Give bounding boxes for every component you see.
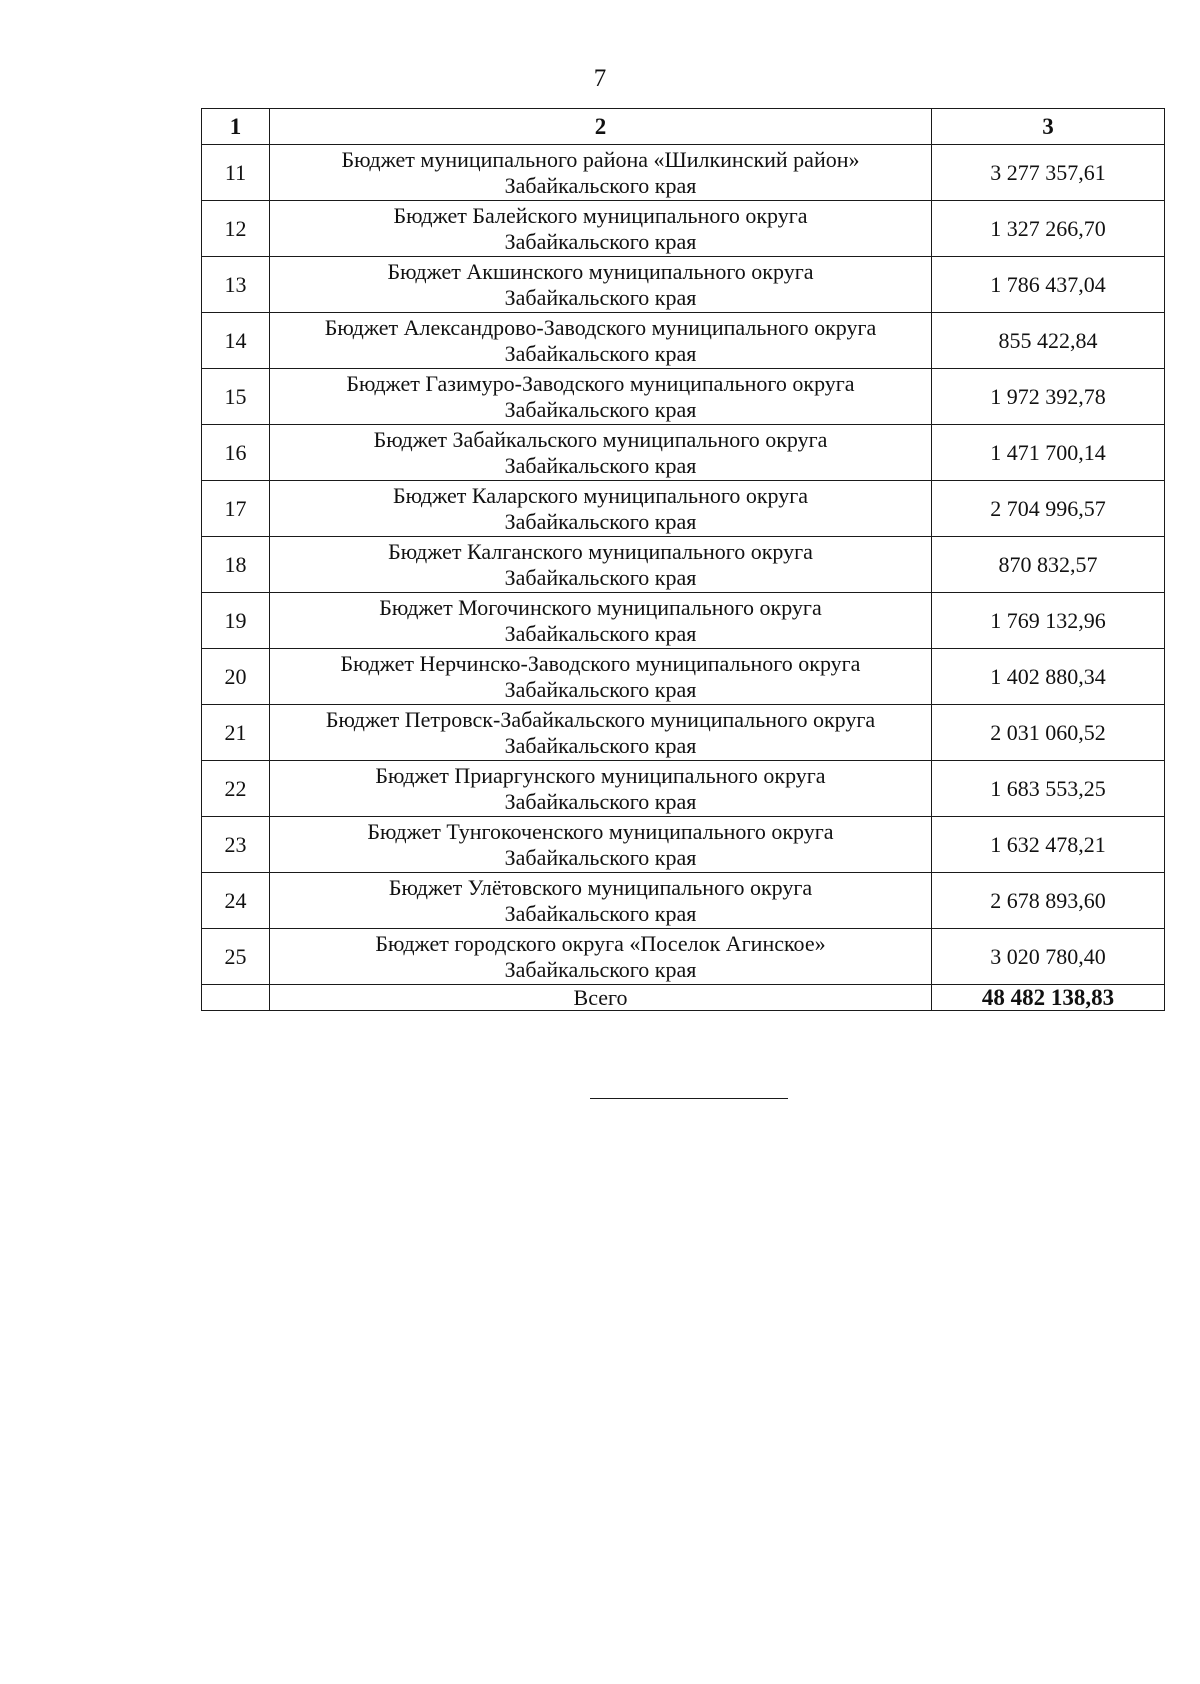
budget-name-line-1: Бюджет Газимуро-Заводского муниципального округа xyxy=(346,370,855,396)
budget-name xyxy=(270,145,932,201)
table-row xyxy=(202,369,1165,425)
budget-name xyxy=(270,201,932,257)
table-row xyxy=(202,257,1165,313)
header-col-2: 2 xyxy=(270,109,932,145)
budget-name xyxy=(270,817,932,873)
header-col-1: 1 xyxy=(202,109,270,145)
budget-name xyxy=(270,873,932,929)
row-number: 17 xyxy=(202,481,270,537)
total-empty-cell xyxy=(202,985,270,1011)
budget-amount: 1 972 392,78 xyxy=(932,369,1165,425)
row-number: 16 xyxy=(202,425,270,481)
table-row xyxy=(202,537,1165,593)
table-row xyxy=(202,873,1165,929)
row-number: 21 xyxy=(202,705,270,761)
budget-amount: 1 327 266,70 xyxy=(932,201,1165,257)
row-number: 13 xyxy=(202,257,270,313)
table-row xyxy=(202,705,1165,761)
budget-name-line-2: Забайкальского края xyxy=(504,172,697,198)
budget-amount: 3 277 357,61 xyxy=(932,145,1165,201)
budget-name-line-2: Забайкальского края xyxy=(504,564,697,590)
budget-name-line-1: Бюджет Александрово-Заводского муниципального округа xyxy=(324,314,877,340)
budget-name-line-1: Бюджет Балейского муниципального округа xyxy=(393,202,808,228)
budget-amount: 1 632 478,21 xyxy=(932,817,1165,873)
row-number: 22 xyxy=(202,761,270,817)
budget-name-line-1: Бюджет Петровск-Забайкальского муниципального округа xyxy=(325,706,876,732)
budget-name-line-2: Забайкальского края xyxy=(504,228,697,254)
budget-name-line-1: Бюджет Приаргунского муниципального округа xyxy=(375,762,826,788)
budget-amount: 1 769 132,96 xyxy=(932,593,1165,649)
budget-name-line-2: Забайкальского края xyxy=(504,396,697,422)
budget-name-line-2: Забайкальского края xyxy=(504,508,697,534)
budget-name-line-1: Бюджет Улётовского муниципального округа xyxy=(388,874,813,900)
budget-name-line-1: Бюджет Акшинского муниципального округа xyxy=(387,258,814,284)
page-number: 7 xyxy=(593,65,607,92)
table-row xyxy=(202,481,1165,537)
total-row xyxy=(202,985,1165,1011)
budget-name xyxy=(270,761,932,817)
budget-name-line-2: Забайкальского края xyxy=(504,620,697,646)
budget-name-line-2: Забайкальского края xyxy=(504,284,697,310)
budget-amount: 1 683 553,25 xyxy=(932,761,1165,817)
row-number: 20 xyxy=(202,649,270,705)
budget-amount: 870 832,57 xyxy=(932,537,1165,593)
row-number: 14 xyxy=(202,313,270,369)
table-row xyxy=(202,761,1165,817)
budget-name-line-1: Бюджет муниципального района «Шилкинский район» xyxy=(341,146,860,172)
table-header-row xyxy=(202,109,1165,145)
table-row xyxy=(202,201,1165,257)
table-row xyxy=(202,313,1165,369)
row-number: 24 xyxy=(202,873,270,929)
budget-name-line-1: Бюджет Забайкальского муниципального округа xyxy=(373,426,828,452)
row-number: 19 xyxy=(202,593,270,649)
table-row xyxy=(202,145,1165,201)
budget-distribution-table xyxy=(201,108,1165,1011)
budget-name-line-2: Забайкальского края xyxy=(504,340,697,366)
budget-amount: 1 402 880,34 xyxy=(932,649,1165,705)
row-number: 25 xyxy=(202,929,270,985)
table-row xyxy=(202,649,1165,705)
budget-name-line-1: Бюджет городского округа «Поселок Агинское» xyxy=(375,930,826,956)
budget-name-line-2: Забайкальского края xyxy=(504,956,697,982)
budget-name xyxy=(270,593,932,649)
table-body xyxy=(202,109,1165,1011)
table-row xyxy=(202,817,1165,873)
budget-amount: 1 471 700,14 xyxy=(932,425,1165,481)
budget-name-line-2: Забайкальского края xyxy=(504,676,697,702)
budget-name xyxy=(270,929,932,985)
budget-name-line-1: Бюджет Могочинского муниципального округа xyxy=(379,594,822,620)
budget-amount: 1 786 437,04 xyxy=(932,257,1165,313)
budget-amount: 3 020 780,40 xyxy=(932,929,1165,985)
budget-amount: 2 704 996,57 xyxy=(932,481,1165,537)
budget-name xyxy=(270,257,932,313)
header-col-3: 3 xyxy=(932,109,1165,145)
budget-name-line-1: Бюджет Нерчинско-Заводского муниципального округа xyxy=(340,650,861,676)
budget-name-line-2: Забайкальского края xyxy=(504,452,697,478)
budget-name xyxy=(270,649,932,705)
budget-name-line-2: Забайкальского края xyxy=(504,732,697,758)
row-number: 18 xyxy=(202,537,270,593)
total-label: Всего xyxy=(270,985,932,1011)
budget-name-line-2: Забайкальского края xyxy=(504,900,697,926)
budget-name xyxy=(270,313,932,369)
budget-amount: 2 678 893,60 xyxy=(932,873,1165,929)
row-number: 11 xyxy=(202,145,270,201)
budget-name-line-2: Забайкальского края xyxy=(504,844,697,870)
budget-name xyxy=(270,537,932,593)
budget-name-line-2: Забайкальского края xyxy=(504,788,697,814)
table-row xyxy=(202,593,1165,649)
budget-name-line-1: Бюджет Каларского муниципального округа xyxy=(392,482,809,508)
budget-name xyxy=(270,481,932,537)
table-row xyxy=(202,929,1165,985)
budget-name xyxy=(270,425,932,481)
table-row xyxy=(202,425,1165,481)
budget-name-line-1: Бюджет Калганского муниципального округа xyxy=(388,538,813,564)
budget-name xyxy=(270,705,932,761)
total-amount: 48 482 138,83 xyxy=(932,985,1165,1011)
closing-rule xyxy=(590,1098,788,1099)
row-number: 12 xyxy=(202,201,270,257)
row-number: 15 xyxy=(202,369,270,425)
budget-amount: 855 422,84 xyxy=(932,313,1165,369)
budget-name xyxy=(270,369,932,425)
budget-amount: 2 031 060,52 xyxy=(932,705,1165,761)
row-number: 23 xyxy=(202,817,270,873)
budget-name-line-1: Бюджет Тунгокоченского муниципального округа xyxy=(367,818,834,844)
